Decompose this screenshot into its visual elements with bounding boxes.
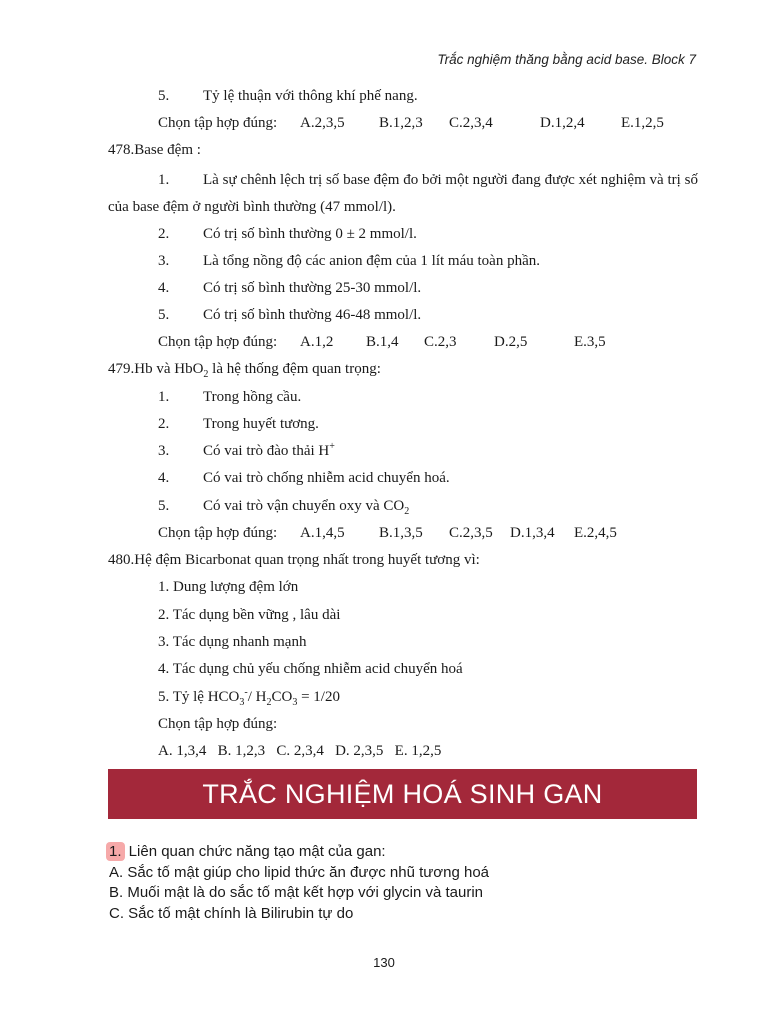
answer-d: D.2,5 (494, 334, 528, 350)
answer-b: B.1,2,3 (379, 115, 423, 131)
item-number: 5. (158, 88, 170, 104)
item-text: CO (271, 689, 293, 705)
answer-a: A.1,2 (300, 334, 334, 350)
q480-item-3: 3. Tác dụng nhanh mạnh (158, 634, 307, 650)
q480-item-5 (158, 687, 340, 707)
item-text: Có vai trò đào thải H (203, 443, 330, 459)
answer-e: E.1,2,5 (621, 115, 664, 131)
item-number: 2. (158, 416, 170, 432)
q480-answers: A. 1,3,4 B. 1,2,3 C. 2,3,4 D. 2,3,5 E. 1,2,5 (158, 743, 442, 759)
item-text: Có trị số bình thường 25-30 mmol/l. (203, 280, 422, 296)
q479-item-1 (158, 387, 301, 407)
q480-item-4: 4. Tác dụng chủ yếu chống nhiễm acid chuyển hoá (158, 661, 463, 677)
subscript: 2 (203, 369, 209, 380)
answer-c: C.2,3,5 (449, 525, 493, 541)
subscript: 3 (239, 697, 245, 708)
item-text: Có vai trò chống nhiễm acid chuyển hoá. (203, 470, 450, 486)
subscript: 2 (266, 697, 272, 708)
item-number: 5. (158, 307, 170, 323)
item-number: 3. (158, 253, 170, 269)
q480-title: 480.Hệ đệm Bicarbonat quan trọng nhất trong huyết tương vì: (108, 552, 480, 568)
answer-e: E.2,4,5 (574, 525, 617, 541)
gan-q1-option-a: A. Sắc tố mật giúp cho lipid thức ăn được nhũ tương hoá (109, 864, 490, 881)
q479-title (108, 359, 381, 379)
item-text: Là sự chênh lệch trị số base đệm đo bởi một người đang được xét nghiệm và trị số của base đệm ở người bình thường (47 mmol/l). (108, 172, 698, 215)
choose-label: Chọn tập hợp đúng: (158, 525, 278, 541)
item-number: 5. (158, 498, 170, 514)
q479-item-4 (158, 468, 450, 488)
choose-label: Chọn tập hợp đúng: (158, 334, 278, 350)
q478-item-2 (158, 224, 417, 244)
q478-item-4 (158, 278, 421, 298)
item-text: Trong huyết tương. (203, 416, 319, 432)
item-text: Trong hồng cầu. (203, 389, 302, 405)
answer-e: E.3,5 (574, 334, 606, 350)
q479-item-5 (158, 496, 409, 516)
answer-b: B.1,3,5 (379, 525, 423, 541)
q479-item-2 (158, 414, 319, 434)
answer-a: A.1,4,5 (300, 525, 345, 541)
answer-a: A.2,3,5 (300, 115, 345, 131)
gan-q1-option-c: C. Sắc tố mật chính là Bilirubin tự do (109, 905, 354, 922)
q477-item-5 (158, 86, 418, 106)
item-text: / H (247, 689, 267, 705)
item-text: Có trị số bình thường 46-48 mmol/l. (203, 307, 422, 323)
item-number: 2. (158, 226, 170, 242)
choose-label: Chọn tập hợp đúng: (158, 115, 278, 131)
item-number: 3. (158, 443, 170, 459)
item-text: = 1/20 (297, 689, 340, 705)
highlighted-number: 1. (106, 842, 125, 861)
subscript: 3 (292, 697, 298, 708)
item-number: 4. (158, 470, 170, 486)
answer-b: B.1,4 (366, 334, 399, 350)
item-number: 4. (158, 280, 170, 296)
page-header: Trắc nghiệm thăng bằng acid base. Block 7 (437, 52, 696, 67)
answer-d: D.1,3,4 (510, 525, 555, 541)
item-text: 5. Tỷ lệ HCO (158, 689, 240, 705)
q478-item-5 (158, 305, 421, 325)
gan-q1-option-b: B. Muối mật là do sắc tố mật kết hợp với glycin và taurin (109, 884, 483, 901)
item-number: 1. (158, 172, 170, 188)
answer-c: C.2,3,4 (449, 115, 493, 131)
q480-item-1: 1. Dung lượng đệm lớn (158, 579, 299, 595)
item-text: Có trị số bình thường 0 ± 2 mmol/l. (203, 226, 417, 242)
q478-item-1 (108, 167, 698, 221)
superscript: + (329, 441, 335, 452)
section-banner: TRẮC NGHIỆM HOÁ SINH GAN (108, 769, 697, 819)
gan-q1-title (109, 842, 386, 862)
q478-title: 478.Base đệm : (108, 142, 201, 158)
subscript: 2 (404, 506, 410, 517)
item-text: Là tổng nồng độ các anion đệm của 1 lít máu toàn phần. (203, 253, 540, 269)
page-number: 130 (373, 955, 395, 970)
title-part: 479.Hb và HbO (108, 361, 204, 377)
answer-c: C.2,3 (424, 334, 457, 350)
item-text: Tỷ lệ thuận với thông khí phế nang. (203, 88, 418, 104)
q478-item-3 (158, 251, 540, 271)
superscript: - (244, 687, 248, 698)
q480-choose-label: Chọn tập hợp đúng: (158, 716, 278, 732)
q479-item-3 (158, 441, 335, 461)
q480-item-2: 2. Tác dụng bền vững , lâu dài (158, 607, 341, 623)
title-part: là hệ thống đệm quan trọng: (208, 361, 381, 377)
question-text: Liên quan chức năng tạo mật của gan: (124, 843, 386, 860)
item-text: Có vai trò vận chuyển oxy và CO (203, 498, 405, 514)
answer-d: D.1,2,4 (540, 115, 585, 131)
item-number: 1. (158, 389, 170, 405)
